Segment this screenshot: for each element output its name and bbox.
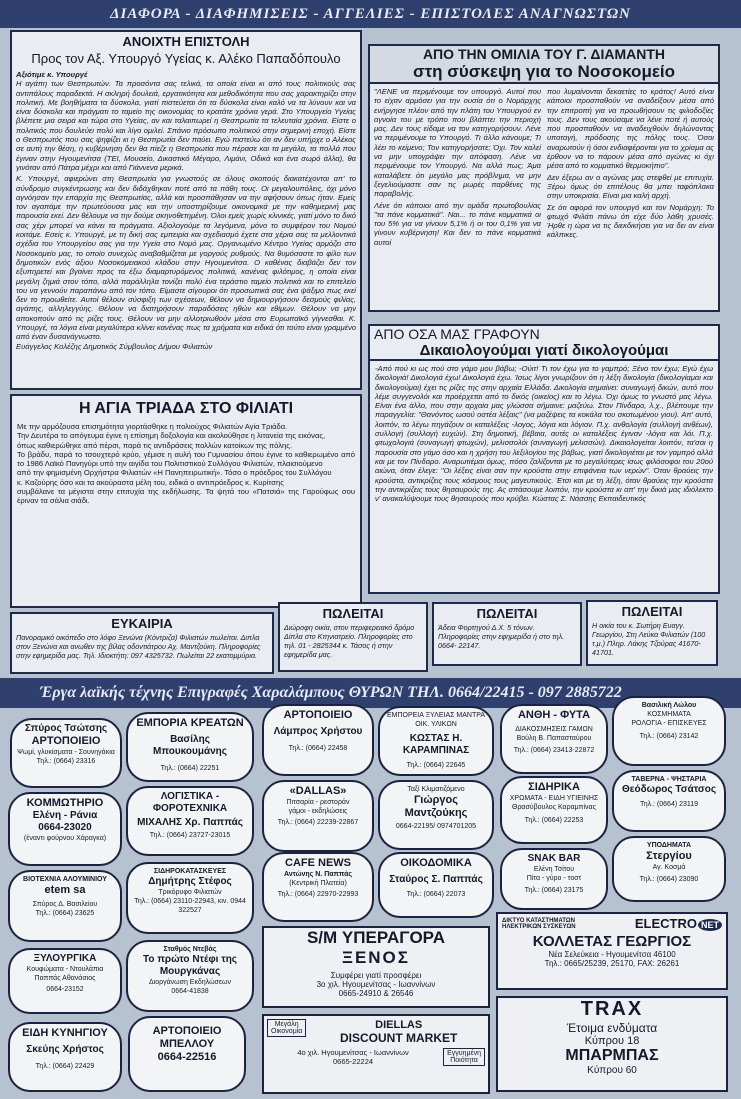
- electronet-phone: Τηλ.: 0665/25239, 25170, FAX: 26261: [544, 959, 680, 968]
- promo-text: Έργα λαϊκής τέχνης Επιγραφές Χαραλάμπους ΘΥΡΩΝ ΤΗΛ. 0664/22415 - 097 2885722: [40, 684, 622, 701]
- ad-line: Σπύρος Τσώτσης: [24, 723, 108, 734]
- trax-line: Κύπρου 60: [587, 1065, 637, 1076]
- ad-line: Αγ. Κοσμά: [652, 864, 686, 871]
- ad-line: Παππάς Αθανάσιος: [34, 975, 96, 982]
- ad-line: (Κεντρική Πλατεία): [289, 880, 347, 887]
- section-header: [0, 0, 741, 28]
- ad-line: ΕΜΠΟΡΙΑ ΚΡΕΑΤΩΝ: [136, 717, 244, 729]
- business-ad: [126, 712, 254, 782]
- classified-heading: ΠΩΛΕΙΤΑΙ: [322, 606, 384, 621]
- ad-phone: Τηλ.: (0664) 22429: [35, 1063, 95, 1070]
- ad-line: Σπύρος Δ. Βασιλείου: [32, 901, 98, 908]
- ad-line: ΕΙΔΗ ΚΥΝΗΓΙΟΥ: [22, 1027, 108, 1039]
- business-ad: [126, 940, 254, 1012]
- ad-phone: Τηλ.: (0664) 22970-22993: [277, 891, 359, 898]
- trinity-paragraph: από την φημισμένη Ορχήστρα Φιλιατών «Η Πανηπειρωτική». Τόσο ο πρόεδρος του Συλλόγου: [17, 468, 332, 478]
- ad-line: Τρικόρυφο Φιλιατών: [158, 889, 222, 896]
- classified-heading: ΠΩΛΕΙΤΑΙ: [621, 604, 683, 619]
- trax-line: Έτοιμα ενδύματα: [566, 1021, 658, 1035]
- electronet-address: Νέα Σελεύκεια - Ηγουμενίτσα 46100: [548, 950, 676, 959]
- classified-body: Διώροφη οικία, στον περιφερειακό δρόμο Δίπλα στο Κτηνιατρείο. Πληροφορίες στο τηλ. 01 - 2825344 κ. Τάσος ή στην εφημερίδα μας.: [284, 623, 415, 659]
- business-ad: [126, 786, 254, 856]
- letters-text: -Από πού κι ως πού στο γάμο μου βάβω; -Ούιτ! Τι τον έχω για το γαμπρό; Ξένο τον έχω; Εγώ έχω δικολογιά! Δικολογιά έχω! Δικολογιά έχω. Ίσως λίγοι γνωρίζουν ότι η λέξη δικολογία (δικολογίαμαι και δικολογούμαι) έχει τις ρίζες της στην αρχαία Ελλάδα. Δικολογία σημαίνει: συναγωγή δικών, αυτό που λέμε συγγενολόι και προέρχεται από το δικός (οικείος) και το λέγω. Όχι όμως το γνωστό μας λέγω. Είναι ένα άλλο, που στην αρχαία μας γλώσσα σήμαινε: μαζεύω. Στον Πίνδαρο, λ.χ., βλέπουμε την παραγγελία: "Θανόντος ωσού οστέα λέξαις" (να μαζέψεις τα κοκάλα του σκοτωμένου γιου). Απ' αυτό, λοιπόν, το λέγω πηγάζουν οι καταλέξεις -λογος, λόγια και λόγιον. Π.χ. ανθολογία (συλλογή ανθέων), συλλογή (συλλογή ευχών). Στη δημοτική, βέβαια, αυτές οι καταλέξεις έγιναν -λόγια και λόι. Π.χ. φτωχολογιά (συναγωγή φτωχών), μελισσολόι (συναγωγή μελισσών). Δικαιολογείται λοιπόν, τα'σαι η παρουσία στο γάμο όσο και η χρήση του λεξιλογίου της βάβως, γιατί δικολογιέται με τον γαμπρό αλλά και με τον Πίνδαρο. Αναρωτιέμαι όμως, πόσο ζαλίζονται με το μεγαλύτερες ίσως φιλόσοφοι του 20ού αιώνα, όταν έλεγε: "Οι λέξεις είναι σαν την κρούστα στην επιφάνεια των νερών". Όταν θραύεις την κρούστα, αντικρίζεις τους κόσμους τους μαγευτικούς. Έτσι και με τη λέξη, όταν θραύεις την κρούστα την αντικρίζεις τους θησαυρούς της. Ας σπάσουμε λοιπόν, την κρούστα κι απ' την δικιά μας ιδιόλεκτο ν' ανακαλύψουμε τους θησαυρούς που κρύβει. Κώστας Σ. Νάσσης Εκπαιδευτικός: [375, 364, 713, 504]
- ad-line: Ελένη Τσίτου: [533, 866, 575, 873]
- ad-line: ΑΡΤΟΠΟΙΕΙΟ: [31, 735, 101, 747]
- letters-article: [368, 324, 720, 594]
- letters-kicker: ΑΠΟ ΟΣΑ ΜΑΣ ΓΡΑΦΟΥΝ: [374, 326, 540, 342]
- classified-ad: [432, 602, 582, 666]
- business-ad: [262, 852, 374, 922]
- supermarket-phone: 0665-24910 & 26546: [338, 989, 414, 998]
- electronet-brand: ELECTRO: [634, 916, 697, 931]
- diamantis-title: στη σύσκεψη για το Νοσοκομείο: [412, 62, 676, 81]
- trax-ad: [496, 996, 728, 1092]
- open-letter-title: Προς τον Αξ. Υπουργό Υγείας κ. Αλέκο Παπαδόπουλο: [31, 51, 341, 66]
- diellas-subtitle: DISCOUNT MARKET: [340, 1031, 458, 1045]
- ad-line: ΜΙΧΑΛΗΣ Χρ. Παππάς: [137, 817, 243, 828]
- ad-phone: Τηλ.: (0664) 23175: [524, 887, 584, 894]
- classified-body: Άδεια Φορτηγού Δ.Χ. 5 τόνων. Πληροφορίες στην εφημερίδα ή στο τηλ. 0664- 22147.: [438, 623, 565, 650]
- diellas-ad: [262, 1014, 490, 1094]
- business-ad: [500, 776, 608, 844]
- supermarket-address: 3ο χιλ. Ηγουμενίτσας - Ιωαννίνων: [316, 980, 436, 989]
- ad-phone: Τηλ.: (0664) 22645: [406, 762, 466, 769]
- ad-line: Βασίλης Μπουκουμάνης: [153, 734, 227, 757]
- open-letter-article: [10, 30, 362, 390]
- business-ad: [8, 792, 122, 866]
- supermarket-ad: [262, 926, 490, 1008]
- open-letter-kicker: ΑΝΟΙΧΤΗ ΕΠΙΣΤΟΛΗ: [122, 34, 250, 49]
- ad-phone: Τηλ.: (0664) 22458: [288, 745, 348, 752]
- ad-line: ΣΙΔΗΡΟΚΑΤΑΣΚΕΥΕΣ: [153, 868, 227, 875]
- diellas-badge: [267, 1019, 306, 1037]
- ad-line: Βούλη Β. Παπασταύρου: [516, 735, 592, 742]
- ad-line: ΑΝΘΗ - ΦΥΤΑ: [517, 709, 591, 721]
- ad-line: Λάμπρος Χρήστου: [273, 726, 363, 737]
- ad-phone: Τηλ.: (0664) 22239-22867: [277, 819, 359, 826]
- open-letter-paragraph: Κ. Υπουργέ, αφιερώνει στη Θεσπρωτία για γνωστούς σε όλους σκοπούς διακατέχονται απ' το σύνδρομο συγκέντρωσης και δεν διδάχθηκαν ποτέ από τα πάθη τους. Οι μεγαλουπόλεις, όχι μόνο αγνόησαν την επαρχία της Θεσπρωτίας, αλλά και προσπάθησαν να την αφήσουν όπως ήταν. Εμείς τον αγαπάμε την πρωτεύουσα μας και την υποστηρίζουμε οικονομικά με την καθημερινή μας παρουσία εκεί. Δεν θέλουμε να την δούμε σκηνοθετημένη. Όλοι εμείς χωρίς κλινικές, γιατί μόνο το δικό σας χέρι μπορεί να κάνει τα πράγματα. Αξιολογούμε τα λεγόμενα, μόνο το συμφέρον του Νομού κοιτάμε. Εσείς κ. Υπουργέ, με τη δική σας εμπειρία και σχεδιασμό έχετε στα χέρια σας τα μελλοντικά σχέδια του Υπουργείου σας για την Υγεία στο Νομό μας. Οργανωμένο Κέντρο Υγείας αρμόζει στο Νοσοκομείο μας, το οποίο συνεχώς αναβαθμίζεται με γοργούς ρυθμούς. Να θυμόσαστε το φίλο των δημοτικών ενός άξιου Νοσοκομειακού κλάδου στην Ηγουμενίτσα. Ο καθένας διαβάζει δεν τον εξυπηρετεί και βγαίνει προς τα έξω διαμαρτυρόμενος πολιτικά, κανένας φιλότιμος, η οποία είναι μεγάλη ζημιά στον τόπο, αλλά παράλληλα τονίζει πολύ ένα τεράστιο ταμείο πολιτικά και το επιτελείο του να γεννούν παραπάνω από τον τόπο. Είμαστε σίγουροι ότι προσωπικά σας ένα ψάξιμο πως εκεί δεν το προωθείτε. Αυτοί θέλουν σύσφιξη των σχέσεων, θέλουν να δημιουργήσουν δεσμούς φιλίας, αγάπης, αλληλεγγύης. Θέλουν να διατηρήσουν παραδόσεις ηθών και εθίμων. Θέλουν να μην αποκοπούν από τις ρίζες τους. Θέλουν να μην αλλοτριωθούν μέσα στο Ευρωπαϊκό γίγνεσθαι. Κ. Υπουργέ, τα λόγια είναι μεγαλύτερα κλίνει κανένας πως τα χρήματα και ειδικά ότι τούτο είναι γραμμένο από έναν δυσανάγνωστο.: [16, 174, 356, 342]
- ad-line: Πίτα - γύρο - τοστ: [526, 875, 582, 882]
- ad-line: Ελένη - Ράνια: [32, 810, 98, 821]
- trinity-paragraph: Την Δευτέρα το απόγευμα έγινε η επίσημη δοξολογία και ακολούθησε η λιτανεία της εικόνας,: [17, 431, 326, 441]
- letters-title: Δικαιολογούμαι γιατί δικολογούμαι: [419, 342, 669, 359]
- ad-line: ΚΩΣΤΑΣ Η. ΚΑΡΑΜΠΙΝΑΣ: [402, 733, 470, 756]
- business-ad: [378, 852, 494, 918]
- ad-phone: 0664-22195/ 0974701205: [395, 823, 477, 830]
- diamantis-text-right: που λυμαίνονται δεκαετίες το κράτος! Αυτό είναι κάποιοι προσπαθούν να αναδείξουν μέσα από την επιτροπή για να προωθήσουν τις φιλοδοξίες τους. Δεν τους ακούσαμε να λένε ποτέ ή αυτούς που προσπαθούν να αναδειχθούν δηλώνοντας υποταγή, πρόδοσης της πόλης τους. Όσοι αναρωτούν ή όσοι ενδιαφέρονται για το χρίσμα ας έρθουν να το πάρουν μέσα από αγώνες κι όχι μέσα από το κομματικό θερμοκήπιο".: [547, 87, 714, 171]
- ad-line: γάμοι - εκδηλώσεις: [288, 808, 348, 815]
- ad-line: ΟΙΚΟΔΟΜΙΚΑ: [400, 857, 472, 869]
- ad-phone: Τηλ.: (0664) 23119: [639, 801, 699, 808]
- ad-line: «DALLAS»: [289, 785, 347, 797]
- diamantis-kicker: ΑΠΟ ΤΗΝ ΟΜΙΛΙΑ ΤΟΥ Γ. ΔΙΑΜΑΝΤΗ: [422, 46, 666, 62]
- trinity-paragraph: όπως καθιερώθηκε από πέρσι, παρά τις αντιδράσεις πολλών κατοίκων της πόλης.: [17, 440, 293, 450]
- electronet-logo: [635, 916, 722, 931]
- ad-phone: Τηλ.: (0664) 23142: [639, 733, 699, 740]
- ad-line: ΣΙΔΗΡΙΚΑ: [528, 781, 580, 793]
- classified-body: Πανοραμικό οικόπεδο στο λόφο Ξενώνα (Κόντριζα) Φιλιατών πωλείται. Διπλα στον Ξενώνα και ανωθεν της βίλας οδοντιάτρου Αχ. Μαντζούκη. Πληροφορίες στην εφημερίδα μας. Τηλ. Ιδιοκτήτη: 097 4325732. Πωλείται 22 εκατομμύρια.: [16, 633, 261, 660]
- trinity-title: Η ΑΓΙΑ ΤΡΙΑΔΑ ΣΤΟ ΦΙΛΙΑΤΙ: [78, 400, 294, 417]
- open-letter-signature: Ευάγγελος Κολέζης Δημοτικός Σύμβουλος Δήμου Φιλιατών: [16, 341, 213, 351]
- ad-line: CAFE NEWS: [285, 857, 351, 869]
- ad-line: Διοργάνωση Εκδηλώσεων: [149, 979, 231, 986]
- ad-line: Θεόδωρος Τσάτσος: [621, 784, 717, 795]
- ad-line: Γιώργος Μαντζούκης: [404, 794, 468, 819]
- diamantis-article: [368, 44, 720, 312]
- ad-line: ΡΟΛΟΓΙΑ - ΕΠΙΣΚΕΥΕΣ: [631, 720, 707, 727]
- diamantis-text-right: Δεν έξερω αν ο αγώνας μας στεφθεί με επιτυχία. Ξέρω όμως ότι επιτέλους θα μπει ταφόπλακα στην υποκρισία. Είναι μια καλή αρχή.: [547, 172, 714, 201]
- business-ad: [8, 1022, 122, 1092]
- ad-line: Σταύρος Σ. Παππάς: [389, 874, 483, 885]
- business-ad: [378, 706, 494, 776]
- supermarket-slogan: Συμφέρει γιατί προσφέρει: [330, 971, 422, 980]
- ad-line: ΧΡΩΜΑΤΑ - ΕΙΔΗ ΥΓΙΕΙΝΗΣ: [509, 795, 599, 802]
- ad-line: ΞΥΛΟΥΡΓΙΚΑ: [33, 953, 97, 964]
- diellas-name: DIELLAS: [375, 1019, 423, 1031]
- supermarket-name: ΞΕΝΟΣ: [342, 948, 410, 967]
- business-ad: [500, 848, 608, 910]
- ad-phone: 0664-23152: [46, 986, 84, 993]
- diellas-address: 4ο χιλ. Ηγουμενίτσας - Ιωαννίνων: [297, 1048, 409, 1057]
- classified-ad: [10, 612, 274, 674]
- open-letter-salutation: Αξιότιμε κ. Υπουργέ: [16, 70, 88, 79]
- business-ad: [126, 862, 254, 934]
- diellas-badge: [443, 1048, 485, 1066]
- ad-line: ΕΜΠΟΡΕΙΑ ΞΥΛΕΙΑΣ ΜΑΝΤΡΑ ΟΙΚ. ΥΛΙΚΩΝ: [386, 712, 486, 728]
- classified-heading: ΠΩΛΕΙΤΑΙ: [476, 606, 538, 621]
- section-header-title: ΔΙΑΦΟΡΑ - ΔΙΑΦΗΜΙΣΕΙΣ - ΑΓΓΕΛΙΕΣ - ΕΠΙΣΤΟΛΕΣ ΑΝΑΓΝΩΣΤΩΝ: [110, 5, 631, 22]
- ad-line: Αντώνης Ν. Παππάς: [283, 871, 353, 878]
- ad-line: Θρασύβουλος Καραμπίνας: [512, 804, 596, 811]
- ad-phone: Τηλ.: (0664) 22073: [406, 891, 466, 898]
- ad-line: 0664-23020: [38, 822, 92, 833]
- ad-line: ΒΙΟΤΕΧΝΙΑ ΑΛΟΥΜΙΝΙΟΥ: [23, 876, 107, 883]
- diamantis-text-right: Σε ότι αφορά τον υπουργό και τον Νομάρχη: Το φτωχό Φιλάτι πάνω ότι είχε δύο λάθη χρυσές. Ήρθε η ώρα να τις διεκδικήσει για να δει αν είναι κάλπικες.: [547, 202, 714, 240]
- ad-phone: (έναντι φούρνου Χάραγκα): [23, 835, 107, 842]
- business-ad: [612, 770, 726, 832]
- business-ad: [612, 696, 726, 766]
- ad-line: etem sa: [44, 884, 86, 896]
- ad-line: ΛΟΓΙΣΤΙΚΑ - ΦΟΡΟΤΕΧΝΙΚΑ: [152, 791, 228, 814]
- ad-line: ΑΡΤΟΠΟΙΕΙΟ: [283, 709, 353, 721]
- trinity-paragraph: συμβάλανε τα μέγιστα στην επιτυχία της εκδήλωσης. Τα ψητά του «Πατσιά» της Γαρούφως σου έριναν τα σάλια σιάδι.: [17, 487, 355, 506]
- diellas-badge-line: Εγγυημένη: [447, 1050, 481, 1057]
- ad-phone: 0664-41838: [171, 988, 209, 995]
- ad-phone: Τηλ.: (0664) 22251: [160, 765, 220, 772]
- business-ad: [10, 718, 122, 788]
- ad-line: ΚΟΣΜΗΜΑΤΑ: [647, 711, 691, 718]
- ad-line: ΜΠΕΛΛΟΥ: [159, 1038, 215, 1050]
- trax-line: ΜΠΑΡΜΠΑΣ: [565, 1047, 659, 1064]
- ad-line: Σταθμός Ντεβάς: [163, 946, 217, 953]
- ad-line: Σκεύης Χρήστος: [26, 1044, 104, 1055]
- diellas-phone: 0665-22224: [333, 1057, 374, 1066]
- ad-phone: Τηλ.: (0664) 23413-22872: [513, 747, 595, 754]
- ad-line: ΥΠΟΔΗΜΑΤΑ: [646, 842, 692, 849]
- ad-line: SNAK BAR: [527, 853, 581, 864]
- electronet-owner: ΚΟΛΛΕΤΑΣ ΓΕΩΡΓΙΟΣ: [532, 933, 692, 950]
- trinity-paragraph: κ. Καζούρης όσο και τα ακούραστα μέλη του, ειδικά ο αντιπρόεδρος κ. Κυρίτσης: [17, 477, 284, 487]
- ad-line: Δημήτρης Στέφος: [148, 876, 232, 887]
- trinity-article: [10, 394, 362, 608]
- trinity-paragraph: Το βράδυ, παρά το τσουχτερό κρύο, γέμισε η αυλή του Γυμνασίου όπου έγινε το καθιερωμένο από το 1986 Λαϊκό Πανηγύρι υπό την αιγίδα του Πολιτιστικού Συλλόγου Φιλιατών, πλαισιούμενο: [17, 449, 355, 469]
- trax-line: Κύπρου 18: [584, 1035, 640, 1047]
- ad-line: ΤΑΒΕΡΝΑ - ΨΗΣΤΑΡΙΑ: [631, 776, 707, 783]
- ad-line: 0664-22516: [157, 1051, 217, 1063]
- supermarket-title: S/M ΥΠΕΡΑΓΟΡΑ: [306, 928, 446, 947]
- ad-phone: Τηλ.: (0664) 23727-23015: [149, 832, 231, 839]
- ad-phone: Τηλ.: (0664) 23090: [639, 876, 699, 883]
- ad-phone: Τηλ.: (0664) 23625: [35, 910, 95, 917]
- ad-line: Το πρώτο Ντέφι της Μουργκάνας: [142, 954, 237, 977]
- business-ad: [500, 704, 608, 774]
- diamantis-text-left: Λένε ότι κάποιοι από την ομάδα πρωτοβουλίας "τα πάνε κομματικά". Ναι... το πάνε κομματικά οι του 5% για να γίνουν 5,1% ή οι του 0,1% για να γίνουν κυβέρνηση! Και δεν το πάνε κομματικά αυτοί: [374, 200, 541, 247]
- electronet-tagline: ΔΙΚΤΥΟ ΚΑΤΑΣΤΗΜΑΤΩΝ ΗΛΕΚΤΡΙΚΩΝ ΣΥΣΚΕΥΩΝ: [502, 917, 576, 930]
- ad-line: Ψωμί, γλυκίσματα - Σουνηγάκια: [17, 749, 115, 756]
- business-ad: [378, 780, 494, 850]
- electronet-ad: [496, 912, 728, 990]
- classified-heading: ΕΥΚΑΙΡΙΑ: [111, 616, 173, 631]
- trinity-paragraph: Με την αρμόζουσα επισημότητα γιορτάσθηκε η πολιούχος Φιλιατών Αγία Τριάδα.: [17, 422, 288, 431]
- ad-line: Πιτσαρία - ρεστοράν: [286, 799, 350, 806]
- diellas-badge-line: Ποιότητα: [450, 1057, 478, 1064]
- diamantis-text-left: "ΛΕΝΕ να περιμένουμε τον υπουργό. Αυτοί που το είχαν αρμόσει για την ουσία ότι ο Νομάρχης ενήργησε πλέον από την πλάτη του Υπουργού εν αγνοία του με τρόπο που βλάπτει την περιοχή μας. Δεν τους είδαμε να τον κατηγορήσουν. Λένε να περιμένουμε το Υπουργό. Τι άλλο κάνουμε; Τι λέει το κείμενο; Τον κατηγορήσατε; Όχι. Τον καλεί να μην υπογράψει την απόφαση. Λένε να περιμένουμε τον Υπουργό. Να αλλά πως; Άμα καταλάβετε ότι μεγάλο μας πρόβλημα, να μην ξεγελιούμαστε σαν τις μωρές παρθένες της παραβολής.: [374, 87, 541, 199]
- ad-phone: Τηλ.: (0664) 23316: [36, 758, 96, 765]
- ad-line: ΚΟΜΜΩΤΗΡΙΟ: [26, 797, 104, 809]
- diellas-badge-line: Οικονομία: [271, 1028, 303, 1035]
- diellas-badge-line: Μεγάλη: [274, 1021, 299, 1028]
- business-ad: [8, 948, 122, 1014]
- classified-body: Η οικία του κ. Σωτήρη Ευαγγ. Γεωργίου, Στη Λεύκα Φιλιατών (100 τ.μ.) Πληρ. Λάκης Τζούρας 41670-41701.: [592, 621, 706, 657]
- open-letter-paragraph: Η αγάπη των Θεσπρωτών. Τα προσόντα σας τελικά, τα οποία είναι κι από τους πολιτικούς σας αντιπάλους παραδεκτά. Η σκληρή δουλειά, εργατικότητα και μεθοδικότητα που σας χαρακτηρίζει στην πολιτική. Με βοηθήματα τα δύσκολα, γιατί πιστεύεται ότι τα δύσκολα είναι καλό να τα λύνουν και να είναι δύσκολα και πράγματι το ταμείο της οικονομίας το κρατάτε χρόνια γερά. Στο Υπουργείο Υγείας βλέπετε μια σειρά και τώρα στο Υγείας, αν και ταλαιπωρεί η Θεσπρωτία τα τελευταία χρόνια. Είστε ο πολιτικός που δουλεύει πολύ και λίγο ομιλεί. Σπάνιο πρόσωπο πολιτικού στην σημερινή εποχή. Είστε ο Θεσπρωτός που σας ψηφίζει κι η Θεσπρωτία δεν παύει. Εγώ πιστεύω ότι αν δεν υπήρχε ο Αλέκος σε αυτή την θέση, η κυβέρνηση δεν θα πίεζε η Θεσπρωτία που πέρασε και τα μεγάλα, τα πολλά που έγιναν στην Ηγουμενίτσα (ΤΕΙ, Μουσείο, Δικαστικό Μέγαρο, Λιμάνι, Οδικά και ένα σωρό άλλα), θα γινόταν από Πάτρα μέχρι και από Γιάννενα μερικά.: [16, 79, 356, 172]
- ad-line: Στεργίου: [646, 850, 692, 862]
- ad-line: Βασιλική Λώλου: [641, 702, 697, 709]
- business-ad: [8, 870, 122, 942]
- business-ad: [128, 1016, 246, 1092]
- ad-line: ΔΙΑΚΟΣΜΗΣΕΙΣ ΓΑΜΩΝ: [515, 726, 593, 733]
- ad-phone: Τηλ.: (0664) 23110-22943, κιν. 0944 322527: [134, 898, 246, 914]
- trax-name: TRAX: [580, 998, 644, 1020]
- ad-line: Ταξί Κλιματιζόμενο: [407, 786, 465, 793]
- ad-line: Κουφώματα - Ντουλάπια: [26, 966, 104, 973]
- business-ad: [262, 704, 374, 776]
- business-ad: [612, 836, 726, 902]
- classified-ad: [278, 602, 428, 672]
- electronet-brand-badge: NET: [698, 919, 722, 931]
- classified-ad: [586, 600, 718, 666]
- ad-phone: Τηλ.: (0664) 22253: [524, 817, 584, 824]
- ad-line: ΑΡΤΟΠΟΙΕΙΟ: [152, 1025, 222, 1037]
- business-ad: [262, 780, 374, 852]
- diellas-address-block: [267, 1048, 439, 1066]
